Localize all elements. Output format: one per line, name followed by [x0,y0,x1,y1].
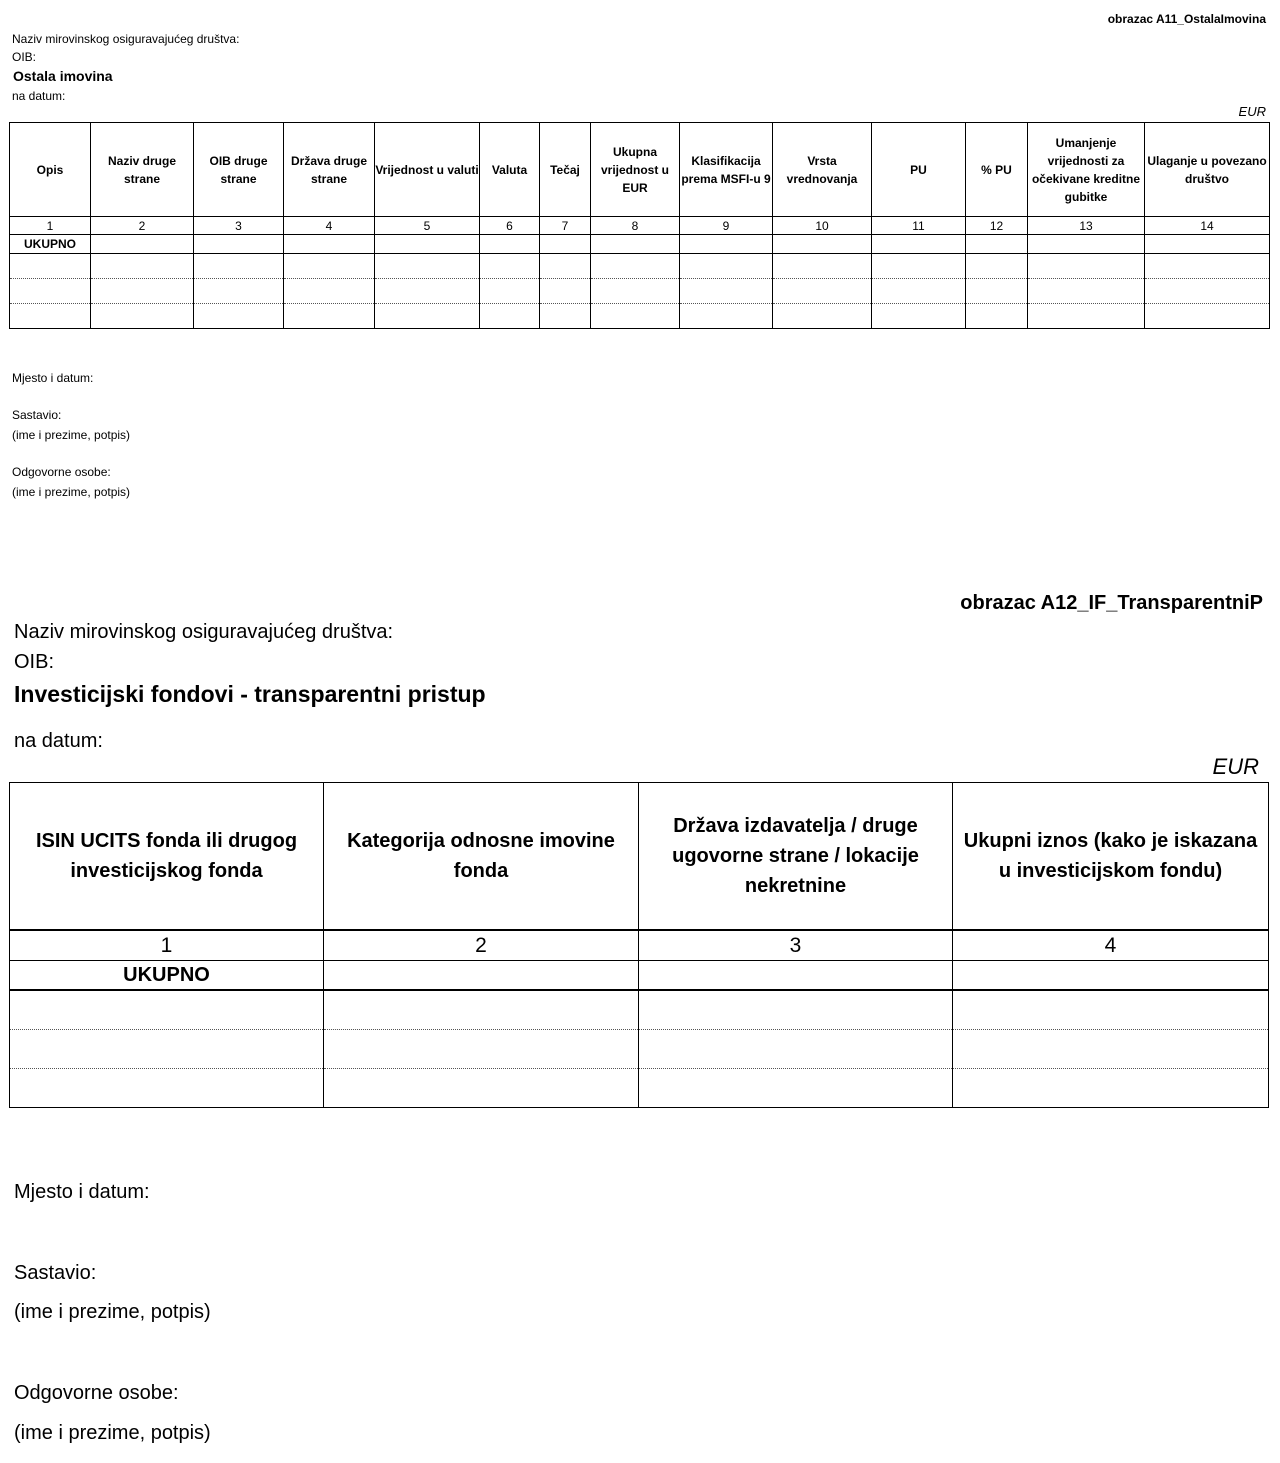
column-header: Umanjenje vrijednosti za očekivane kreditne gubitke [1028,123,1145,217]
table-cell[interactable] [953,1030,1269,1069]
form-a11-institution-label: Naziv mirovinskog osiguravajućeg društva: [12,32,240,46]
table-cell[interactable] [680,279,773,304]
table-cell[interactable] [1145,235,1270,254]
table-cell[interactable] [966,235,1028,254]
form-a12-compiled-signature-hint: (ime i prezime, potpis) [14,1301,211,1323]
table-cell[interactable] [639,961,953,991]
table-cell[interactable] [10,1069,324,1108]
column-header: Klasifikacija prema MSFI-u 9 [680,123,773,217]
column-header: Ukupna vrijednost u EUR [591,123,680,217]
form-a11-total-row [10,235,1270,254]
table-row [10,254,1270,279]
column-header: PU [872,123,966,217]
column-header: Kategorija odnosne imovine fonda [324,783,639,931]
table-cell[interactable] [91,304,194,329]
table-row [10,304,1270,329]
table-cell[interactable] [194,279,284,304]
table-cell[interactable] [773,254,872,279]
form-a11-table [9,122,1270,329]
column-number: 14 [1145,217,1270,235]
form-a12-code: obrazac A12_IF_TransparentniP [960,592,1263,614]
form-a12-date-label: na datum: [14,730,103,752]
table-cell[interactable] [953,1069,1269,1108]
table-cell[interactable] [284,254,375,279]
form-a11-number-row [10,217,1270,235]
table-cell[interactable] [953,961,1269,991]
table-cell[interactable] [591,235,680,254]
column-number: 13 [1028,217,1145,235]
table-cell[interactable] [540,279,591,304]
form-a11-code: obrazac A11_OstalaImovina [1107,12,1266,26]
column-number: 8 [591,217,680,235]
table-cell[interactable] [680,254,773,279]
table-cell[interactable] [872,304,966,329]
column-header: Tečaj [540,123,591,217]
form-a11-compiled-by-label: Sastavio: [12,408,62,422]
column-number: 3 [194,217,284,235]
table-cell[interactable] [872,279,966,304]
table-cell[interactable] [194,304,284,329]
table-cell[interactable] [639,1030,953,1069]
table-cell[interactable] [540,304,591,329]
column-number: 5 [375,217,480,235]
table-cell[interactable] [375,279,480,304]
table-cell[interactable] [1145,304,1270,329]
table-cell[interactable] [375,254,480,279]
table-cell[interactable] [480,235,540,254]
table-cell[interactable] [194,254,284,279]
form-a12-institution-label: Naziv mirovinskog osiguravajućeg društva: [14,621,394,643]
table-cell[interactable] [591,304,680,329]
table-cell[interactable] [10,1030,324,1069]
column-number: 6 [480,217,540,235]
table-cell[interactable] [324,961,639,991]
table-cell[interactable] [324,990,639,1030]
table-cell[interactable] [480,279,540,304]
form-a11-oib-label: OIB: [12,50,37,64]
table-cell[interactable] [284,279,375,304]
total-label: UKUPNO [10,235,91,254]
total-label: UKUPNO [10,961,324,991]
table-row [10,1030,1269,1069]
table-cell[interactable] [324,1030,639,1069]
table-row [10,1069,1269,1108]
table-cell[interactable] [872,235,966,254]
column-header: Ukupni iznos (kako je iskazana u investicijskom fondu) [953,783,1269,931]
table-cell[interactable] [639,1069,953,1108]
column-header: Naziv druge strane [91,123,194,217]
column-number: 4 [284,217,375,235]
table-cell[interactable] [375,304,480,329]
column-number: 1 [10,930,324,961]
column-header: Vrijednost u valuti [375,123,480,217]
table-cell[interactable] [284,304,375,329]
column-header: Vrsta vrednovanja [773,123,872,217]
table-cell[interactable] [680,304,773,329]
column-header: Opis [10,123,91,217]
column-header: OIB druge strane [194,123,284,217]
table-cell[interactable] [773,235,872,254]
table-cell[interactable] [591,279,680,304]
table-cell[interactable] [1145,254,1270,279]
table-cell[interactable] [480,254,540,279]
column-header: Država druge strane [284,123,375,217]
form-a12-responsible-signature-hint: (ime i prezime, potpis) [14,1422,211,1444]
table-cell[interactable] [1028,254,1145,279]
table-cell[interactable] [639,990,953,1030]
form-a12-compiled-by-label: Sastavio: [14,1262,97,1284]
table-cell[interactable] [375,235,480,254]
column-header: Država izdavatelja / druge ugovorne strane / lokacije nekretnine [639,783,953,931]
table-row [10,990,1269,1030]
table-cell[interactable] [10,304,91,329]
table-cell[interactable] [91,235,194,254]
table-cell[interactable] [194,235,284,254]
column-number: 1 [10,217,91,235]
form-a11-responsible-signature-hint: (ime i prezime, potpis) [12,485,131,499]
form-a12-total-row [10,961,1269,991]
table-cell[interactable] [1028,279,1145,304]
table-cell[interactable] [91,279,194,304]
column-number: 4 [953,930,1269,961]
form-a12-header-row [10,783,1269,931]
table-cell[interactable] [1145,279,1270,304]
form-a11-compiled-signature-hint: (ime i prezime, potpis) [12,428,131,442]
table-cell[interactable] [10,279,91,304]
table-cell[interactable] [773,279,872,304]
form-a12-oib-label: OIB: [14,651,55,673]
form-a12-number-row [10,930,1269,961]
table-cell[interactable] [324,1069,639,1108]
table-cell[interactable] [540,254,591,279]
column-number: 9 [680,217,773,235]
form-a11-currency: EUR [1238,104,1266,119]
form-a12-responsible-label: Odgovorne osobe: [14,1382,179,1404]
table-row [10,279,1270,304]
table-cell[interactable] [773,304,872,329]
table-cell[interactable] [284,235,375,254]
column-header: Ulaganje u povezano društvo [1145,123,1270,217]
column-header: Valuta [480,123,540,217]
form-a12-currency: EUR [1212,754,1259,779]
form-a11-place-date-label: Mjesto i datum: [12,371,94,385]
table-cell[interactable] [1028,304,1145,329]
table-cell[interactable] [91,254,194,279]
table-cell[interactable] [10,254,91,279]
table-cell[interactable] [1028,235,1145,254]
form-a11-responsible-label: Odgovorne osobe: [12,465,111,479]
form-a12-table [9,782,1269,1108]
form-a11-header-row [10,123,1270,217]
table-cell[interactable] [953,990,1269,1030]
column-number: 7 [540,217,591,235]
table-cell[interactable] [966,279,1028,304]
column-number: 10 [773,217,872,235]
column-number: 2 [324,930,639,961]
column-number: 3 [639,930,953,961]
column-number: 12 [966,217,1028,235]
column-number: 11 [872,217,966,235]
table-cell[interactable] [480,304,540,329]
table-cell[interactable] [540,235,591,254]
column-header: % PU [966,123,1028,217]
table-cell[interactable] [10,990,324,1030]
form-a11-title: Ostala imovina [13,68,113,84]
table-cell[interactable] [966,304,1028,329]
form-a12-place-date-label: Mjesto i datum: [14,1181,150,1203]
form-a12-title: Investicijski fondovi - transparentni pristup [14,681,486,707]
column-header: ISIN UCITS fonda ili drugog investicijskog fonda [10,783,324,931]
column-number: 2 [91,217,194,235]
table-cell[interactable] [680,235,773,254]
table-cell[interactable] [591,254,680,279]
table-cell[interactable] [872,254,966,279]
table-cell[interactable] [966,254,1028,279]
form-a11-date-label: na datum: [12,89,66,103]
